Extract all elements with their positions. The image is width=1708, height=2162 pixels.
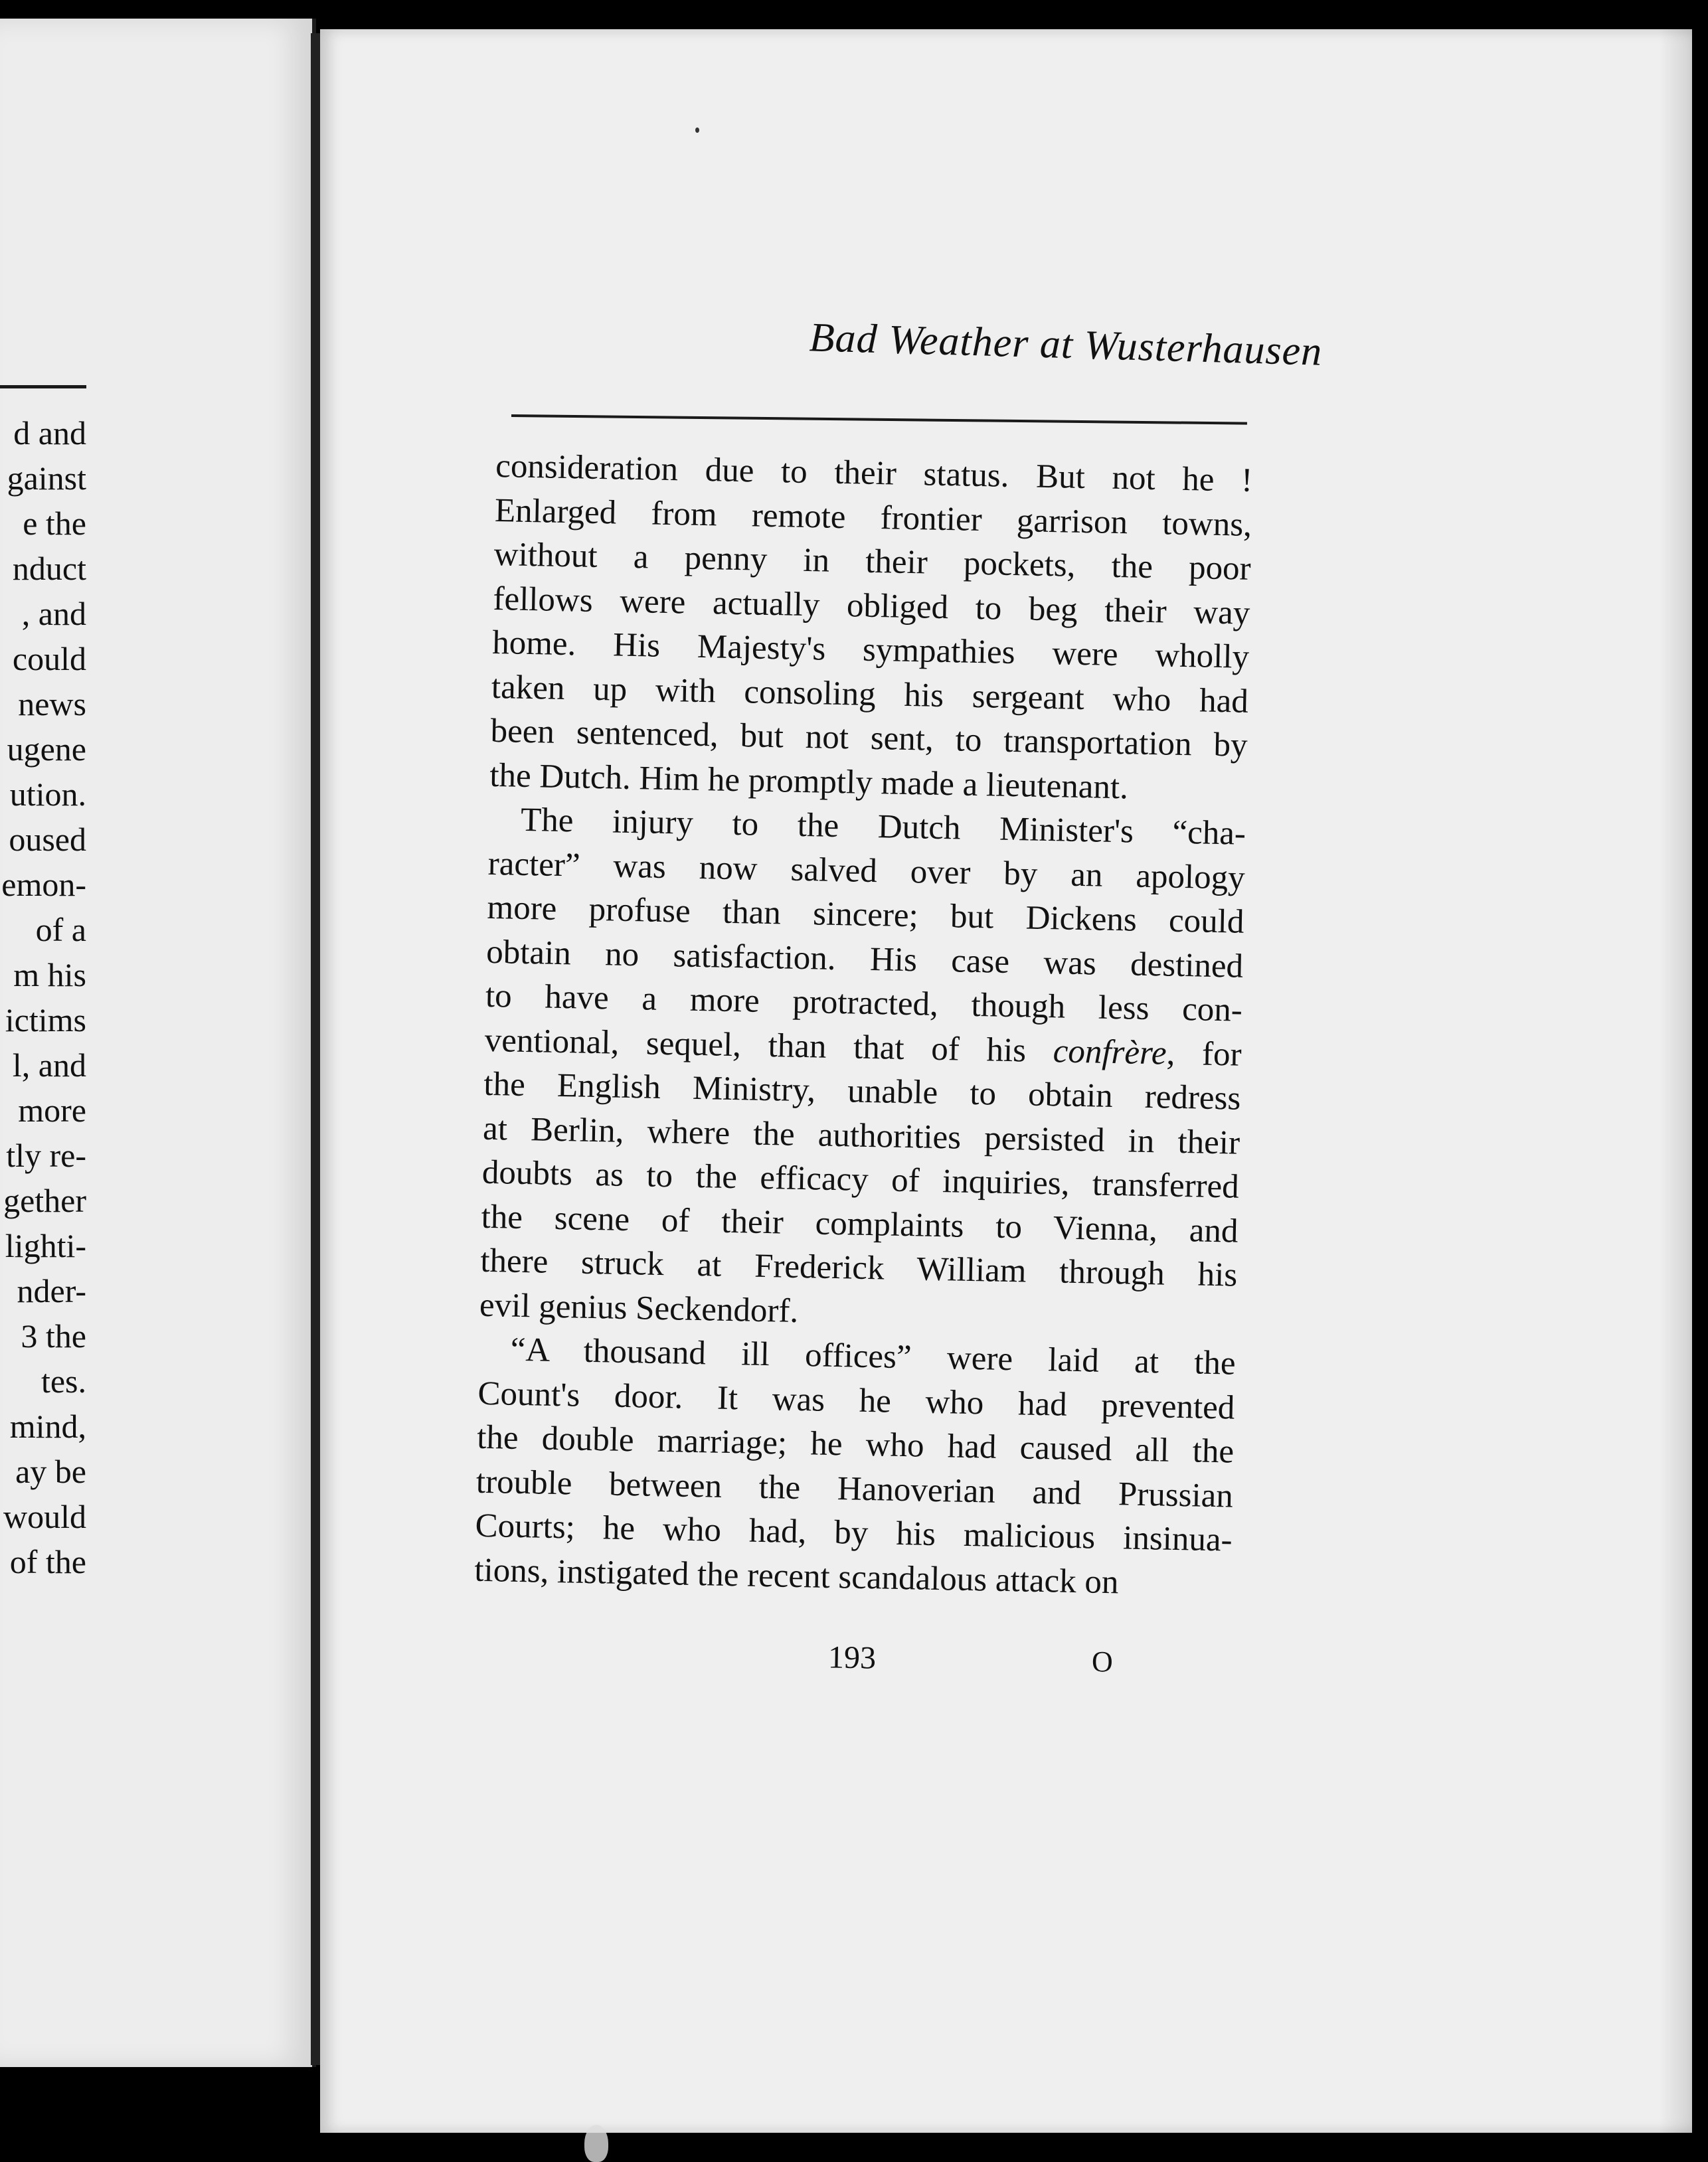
text-line: tions, instigated the recent scandalous attack on [473,1551,1119,1601]
running-head-rule [511,414,1247,425]
left-page-line: tes. [41,1363,86,1400]
left-page-rule [0,385,86,388]
left-page-line: tly re- [6,1137,86,1174]
left-page-line: ution. [9,776,86,813]
left-page-line: mind, [9,1408,86,1445]
text-line: racter” was now salved over by an apology [487,845,1246,897]
text-line: to have a more protracted, though less con- [485,977,1243,1029]
left-page-line: would [3,1498,86,1535]
text-line: without a penny in their pockets, the poor [493,535,1252,588]
left-page-line: d and [13,414,86,452]
left-page-line: emon- [1,866,86,903]
left-page-line: gether [3,1182,86,1219]
left-page-line: of the [9,1543,86,1580]
left-page-line: l, and [12,1046,86,1084]
page-number: 193 [827,1639,877,1676]
text-line: more profuse than sincere; but Dickens could [487,888,1244,941]
left-page-text-fragments [0,410,86,1584]
left-page-line: 3 the [21,1317,86,1355]
left-page-line: ictims [5,1001,86,1039]
scanner-artifact [584,2125,608,2162]
text-line: Courts; he who had, by his malicious insinua- [475,1507,1233,1559]
left-page-line: could [12,640,86,677]
text-line: “A thousand ill offices” were laid at the [510,1331,1237,1382]
running-head: Bad Weather at Wusterhausen [808,315,1324,374]
left-page-line: oused [9,821,86,858]
left-page-line: ay be [15,1453,86,1490]
text-line: the scene of their complaints to Vienna, and [481,1198,1238,1250]
left-page-line: gainst [7,459,86,497]
text-line: the double marriage; he who had caused all the [476,1418,1235,1471]
text-line: Count's door. It was he who had prevented [477,1374,1235,1427]
text-line: obtain no satisfaction. His case was destined [485,933,1244,985]
signature-mark: O [1092,1645,1113,1678]
paragraph [479,797,1246,1342]
left-page-line: ugene [7,730,86,768]
text-line: The injury to the Dutch Minister's “cha- [520,801,1246,853]
left-page-line: e the [23,505,86,542]
text-line: ventional, sequel, than that of his confrère, for [484,1021,1242,1074]
text-line: taken up with consoling his sergeant who had [491,668,1249,720]
text-line: the Dutch. Him he promptly made a lieutenant. [489,756,1129,806]
text-line: home. His Majesty's sympathies were wholly [491,624,1250,676]
left-page-line: of a [35,911,86,948]
text-line: the English Ministry, unable to obtain redress [483,1065,1241,1118]
text-line: trouble between the Hanoverian and Prussian [475,1463,1234,1515]
body-text [474,444,1253,1607]
left-page-line: nduct [12,550,86,587]
paper-speck [695,127,699,133]
paragraph [489,444,1253,812]
text-line: doubts as to the efficacy of inquiries, transferred [481,1153,1240,1206]
left-page-line: news [18,685,86,722]
right-page [320,29,1692,2133]
left-page-line: lighti- [5,1227,86,1264]
text-line: been sentenced, but not sent, to transportation by [490,712,1248,764]
text-line: consideration due to their status. But not he ! [495,447,1253,499]
left-page-line: m his [13,956,86,993]
left-page-line: nder- [17,1272,86,1309]
text-line: there struck at Frederick William through his [479,1242,1238,1294]
text-line: at Berlin, where the authorities persisted in their [482,1110,1240,1162]
text-line: evil genius Seckendorf. [479,1286,799,1330]
left-page-line: more [18,1092,86,1129]
paragraph [474,1327,1236,1607]
text-line: Enlarged from remote frontier garrison towns, [494,491,1252,544]
left-page-line: , and [21,595,86,632]
left-facing-page [0,19,316,2067]
text-line: fellows were actually obliged to beg their way [492,580,1250,632]
